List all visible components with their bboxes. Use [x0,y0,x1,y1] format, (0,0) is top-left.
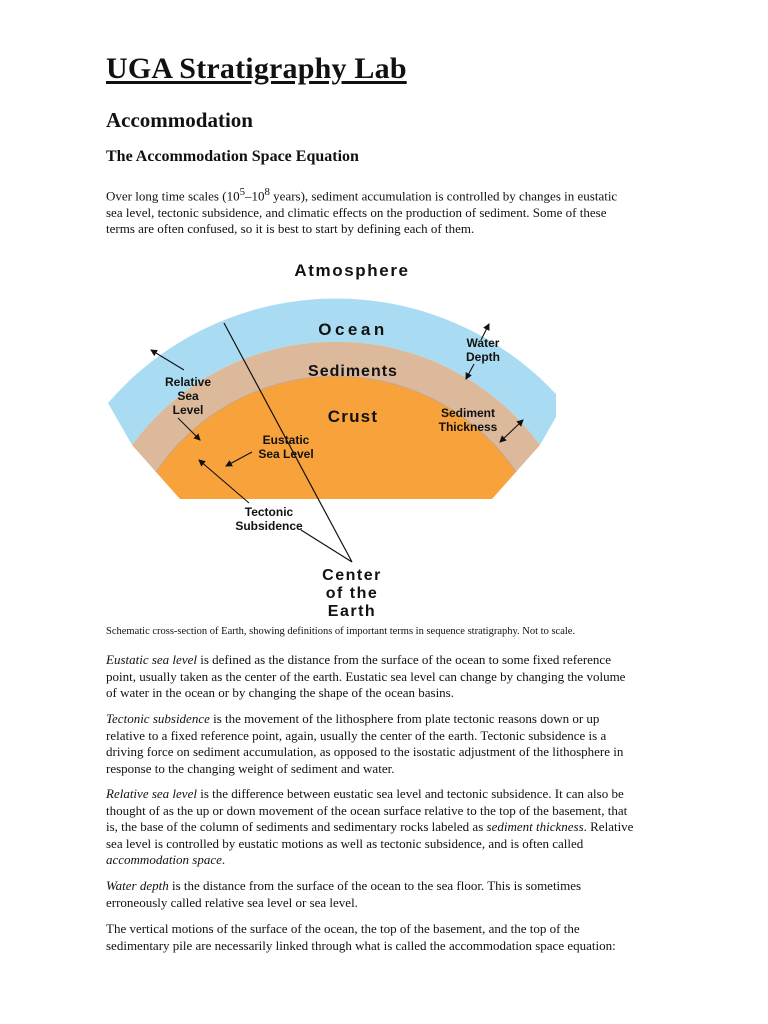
label-center-2: of the [325,585,379,602]
def-tectonic-paragraph [106,711,634,777]
label-water-depth-2: Depth [466,350,500,364]
page-title: UGA Stratigraphy Lab [106,52,407,85]
label-ocean: Ocean [318,320,388,339]
label-relative-2: Sea [177,389,199,403]
def-relative-em-1: sediment thickness [486,819,584,834]
label-relative-1: Relative [164,375,212,389]
subsection-heading: The Accommodation Space Equation [106,148,359,165]
def-relative-term: Relative sea level [106,786,197,801]
def-relative-em-2: accommodation space [106,852,222,867]
def-relative-text-1: is the difference between eustatic sea level and tectonic subsidence. It can also be thought of as the up or down movement of the ocean surface relative to the top of the basement, that is, the base of the column of sediments and sedimentary rocks labeled as [106,786,628,834]
label-atmosphere: Atmosphere [294,261,410,280]
label-tectonic-1: Tectonic [244,505,294,519]
label-tectonic-2: Subsidence [235,519,303,533]
def-tectonic-text: is the movement of the lithosphere from plate tectonic reasons down or up relative to a fixed reference point, again, usually the center of the earth. Tectonic subsidence is a driving force on sediment accumulation, as opposed to the isostatic adjustment of the lithosphere in response to the changing weight of sediment and water. [106,711,624,776]
label-center-3: Earth [327,603,377,620]
def-eustatic-paragraph [106,652,634,702]
def-eustatic-term: Eustatic sea level [106,652,197,667]
intro-exponent-2: 8 [264,186,270,198]
label-eustatic-2: Sea Level [258,447,314,461]
label-crust: Crust [327,407,379,426]
intro-paragraph [106,184,634,238]
def-eustatic-text: is defined as the distance from the surface of the ocean to some fixed reference point, usually taken as the center of the earth. Eustatic sea level can change by changing the volume of water in the ocean or by changing the shape of the ocean basins. [106,652,626,700]
intro-text-c: years), sediment accumulation is controlled by changes in eustatic sea level, tectonic subsidence, and climatic effects on the production of sediment. Some of these terms are often confused, so it is best to start by defining each of them. [106,188,618,237]
def-relative-text-2: . Relative sea level is controlled by eustatic motions as well as tectonic subsidence, and is often called [106,819,634,851]
label-sediment-thickness-2: Thickness [438,420,498,434]
label-sediment-thickness-1: Sediment [440,406,496,420]
def-water-text: is the distance from the surface of the ocean to the sea floor. This is sometimes erroneously called relative sea level or sea level. [106,878,582,910]
intro-text-b: –10 [245,188,265,204]
closing-paragraph: The vertical motions of the surface of the ocean, the top of the basement, and the top of the sedimentary pile are necessarily linked through what is called the accommodation space equation: [106,921,616,953]
intro-text-a: Over long time scales (10 [106,188,240,204]
label-eustatic-1: Eustatic [262,433,310,447]
def-water-paragraph [106,878,634,911]
tectonic-line [301,530,352,562]
section-heading: Accommodation [106,108,253,132]
label-relative-3: Level [172,403,204,417]
def-water-term: Water depth [106,878,169,893]
figure-caption: Schematic cross-section of Earth, showing definitions of important terms in sequence stratigraphy. Not to scale. [106,626,576,637]
label-sediments: Sediments [308,363,398,380]
def-relative-text-3: . [221,852,226,867]
earth-cross-section-diagram [106,250,556,622]
label-center-1: Center [322,567,382,584]
def-tectonic-term: Tectonic subsidence [106,711,210,726]
intro-exponent-1: 5 [239,186,245,198]
label-water-depth-1: Water [466,336,500,350]
def-relative-paragraph [106,786,634,869]
